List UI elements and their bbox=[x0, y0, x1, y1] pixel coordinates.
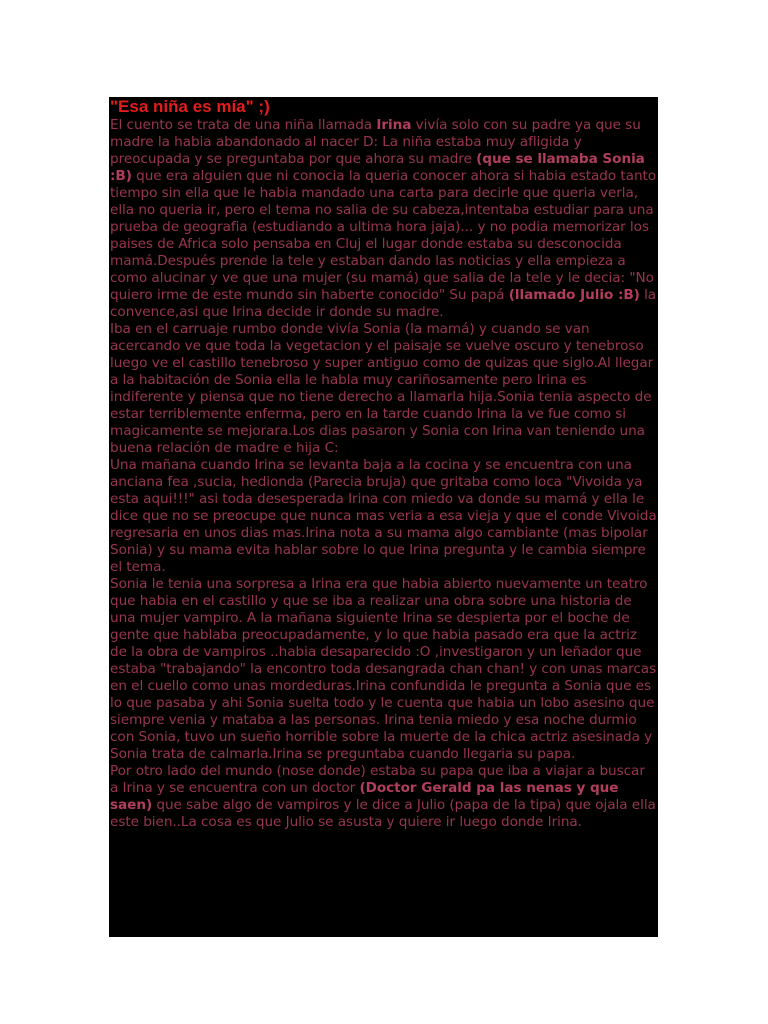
post-body bbox=[110, 117, 657, 831]
bold-phrase: Irina bbox=[376, 117, 412, 133]
story-paragraph bbox=[110, 576, 657, 763]
bold-phrase: (Doctor Gerald pa las nenas y que saen) bbox=[110, 780, 619, 813]
post-title: "Esa niña es mía" ;) bbox=[110, 97, 270, 116]
story-post bbox=[109, 97, 658, 937]
text-run: Una mañana cuando Irina se levanta baja a la cocina y se encuentra con una anciana fea ,sucia, hedionda (Parecia bruja) que gritaba como loca "Vivoida ya esta aqui!!!" asi toda desesperada Irina con miedo va donde su mamá y ella le dice que no se preocupe que nunca mas veria a esa vieja y que el conde Vivoida regresaria en unos dias mas.Irina nota a su mama algo cambiante (mas bipolar Sonia) y su mama evita hablar sobre lo que Irina pregunta y le cambia siempre el tema. bbox=[110, 457, 657, 575]
text-run: que era alguien que ni conocia la queria conocer ahora si habia estado tanto tiempo sin ella que le habia mandado una carta para decirle que queria verla, ella no queria ir, pero el tema no salia de su cabeza,intentaba estudiar para una prueba de geografia (estudiando a ultima hora jaja)... y no podia memorizar los paises de Africa solo pensaba en Cluj el lugar donde estaba su desconocida mamá.Después prende la tele y estaban dando las noticias y ella empieza a como alucinar y ve que una mujer (su mamá) que salia de la tele y le decia: "No quiero irme de este mundo sin haberte conocido" Su papá bbox=[110, 168, 657, 303]
text-run: Sonia le tenia una sorpresa a Irina era que habia abierto nuevamente un teatro que habia en el castillo y que se iba a realizar una obra sobre una historia de una mujer vampiro. A la mañana siguiente Irina se despierta por el boche de gente que hablaba preocupadamente, y lo que habia pasado era que la actriz de la obra de vampiros ..habia desaparecido :O ,investigaron y un leñador que estaba "trabajando" la encontro toda desangrada chan chan! y con unas marcas en el cuello como unas mordeduras.Irina confundida le pregunta a Sonia que es lo que pasaba y ahi Sonia suelta todo y le cuenta que habia un lobo asesino que siempre venia y mataba a las personas. Irina tenia miedo y esa noche durmio con Sonia, tuvo un sueño horrible sobre la muerte de la chica actriz asesinada y Sonia trata de calmarla.Irina se preguntaba cuando llegaria su papa. bbox=[110, 576, 657, 762]
bold-phrase: (que se llamaba Sonia :B) bbox=[110, 151, 645, 184]
story-paragraph bbox=[110, 763, 657, 831]
bold-phrase: (llamado Julio :B) bbox=[508, 287, 640, 303]
story-paragraph bbox=[110, 117, 657, 321]
text-run: la convence,asi que Irina decide ir donde su madre. bbox=[110, 287, 657, 320]
text-run: que sabe algo de vampiros y le dice a Julio (papa de la tipa) que ojala ella este bien..La cosa es que Julio se asusta y quiere ir luego donde Irina. bbox=[110, 797, 656, 830]
text-run: Por otro lado del mundo (nose donde) estaba su papa que iba a viajar a buscar a Irina y se encuentra con un doctor bbox=[110, 763, 645, 796]
text-run: vivía solo con su padre ya que su madre la habia abandonado al nacer D: La niña estaba muy afligida y preocupada y se preguntaba por que ahora su madre bbox=[110, 117, 641, 167]
text-run: Iba en el carruaje rumbo donde vivía Sonia (la mamá) y cuando se van acercando ve que toda la vegetacion y el paisaje se vuelve oscuro y tenebroso luego ve el castillo tenebroso y super antiguo como de quizas que siglo.Al llegar a la habitación de Sonia ella le habla muy cariñosamente pero Irina es indiferente y piensa que no tiene derecho a llamarla hija.Sonia tenia aspecto de estar terriblemente enferma, pero en la tarde cuando Irina la ve fue como si magicamente se mejorara.Los dias pasaron y Sonia con Irina van teniendo una buena relación de madre e hija C: bbox=[110, 321, 654, 456]
text-run: El cuento se trata de una niña llamada bbox=[110, 117, 377, 133]
story-paragraph bbox=[110, 321, 657, 457]
story-paragraph bbox=[110, 457, 657, 576]
